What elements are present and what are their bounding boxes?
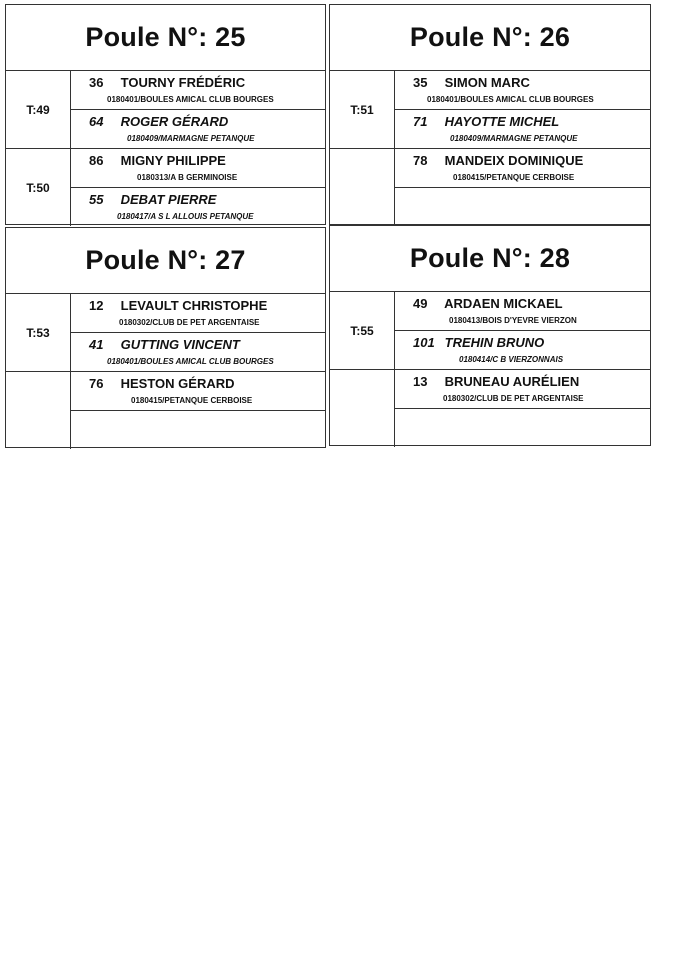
table-number — [6, 372, 71, 449]
player-entry — [71, 372, 325, 411]
player-number: 71 — [413, 114, 428, 129]
player-line — [413, 75, 530, 90]
player-club: 0180413/BOIS D'YEVRE VIERZON — [449, 316, 577, 325]
player-entry-empty — [395, 188, 650, 226]
player-line — [413, 153, 583, 168]
table-number: T:49 — [6, 71, 71, 148]
player-club: 0180409/MARMAGNE PETANQUE — [450, 134, 578, 143]
player-name: HESTON GÉRARD — [120, 376, 235, 391]
table-number — [330, 370, 395, 447]
player-name: MIGNY PHILIPPE — [120, 153, 226, 168]
players-cell — [395, 149, 650, 226]
player-number: 78 — [413, 153, 428, 168]
player-club: 0180415/PETANQUE CERBOISE — [131, 396, 253, 405]
match-row — [330, 71, 650, 149]
poule-title: Poule N°: 27 — [6, 228, 325, 294]
player-name: HAYOTTE MICHEL — [444, 114, 560, 129]
player-club: 0180409/MARMAGNE PETANQUE — [127, 134, 255, 143]
player-name: ARDAEN MICKAEL — [444, 296, 563, 311]
player-entry-empty — [395, 409, 650, 447]
player-name: SIMON MARC — [444, 75, 530, 90]
player-name: GUTTING VINCENT — [120, 337, 240, 352]
match-row — [6, 372, 325, 449]
player-line — [413, 374, 579, 389]
table-number: T:53 — [6, 294, 71, 371]
player-line — [89, 75, 245, 90]
player-entry — [395, 110, 650, 148]
match-row — [330, 292, 650, 370]
players-cell — [395, 71, 650, 148]
players-cell — [71, 149, 325, 226]
match-row — [330, 149, 650, 226]
player-number: 49 — [413, 296, 428, 311]
player-entry — [395, 292, 650, 331]
poule-27-card — [5, 227, 326, 448]
player-entry — [71, 110, 325, 148]
player-line — [89, 415, 117, 430]
poule-26-card — [329, 4, 651, 225]
player-club: 0180414/C B VIERZONNAIS — [459, 355, 564, 364]
player-entry — [71, 333, 325, 371]
player-line — [89, 153, 226, 168]
table-number: T:55 — [330, 292, 395, 369]
poule-title: Poule N°: 28 — [330, 226, 650, 292]
table-number: T:50 — [6, 149, 71, 226]
player-number: 55 — [89, 192, 104, 207]
player-line — [413, 192, 441, 207]
player-number: 12 — [89, 298, 104, 313]
players-cell — [395, 292, 650, 369]
player-number: 41 — [89, 337, 104, 352]
player-number: 64 — [89, 114, 104, 129]
match-row — [330, 370, 650, 447]
player-entry — [71, 294, 325, 333]
player-name: MANDEIX DOMINIQUE — [444, 153, 584, 168]
table-number: T:51 — [330, 71, 395, 148]
player-number: 13 — [413, 374, 428, 389]
player-entry — [71, 188, 325, 226]
player-line — [89, 298, 267, 313]
player-entry — [395, 71, 650, 110]
players-cell — [395, 370, 650, 447]
player-club: 0180313/A B GERMINOISE — [137, 173, 238, 182]
player-entry — [395, 149, 650, 188]
player-line — [89, 114, 228, 129]
player-club: 0180401/BOULES AMICAL CLUB BOURGES — [107, 95, 274, 104]
player-club: 0180417/A S L ALLOUIS PETANQUE — [117, 212, 254, 221]
players-cell — [71, 372, 325, 449]
player-entry — [395, 331, 650, 369]
players-cell — [71, 294, 325, 371]
player-number: 86 — [89, 153, 104, 168]
player-club: 0180302/CLUB DE PET ARGENTAISE — [443, 394, 584, 403]
poule-title: Poule N°: 26 — [330, 5, 650, 71]
player-number: 35 — [413, 75, 428, 90]
player-name: ROGER GÉRARD — [120, 114, 229, 129]
player-line — [413, 335, 544, 350]
player-entry — [395, 370, 650, 409]
poule-28-card — [329, 225, 651, 446]
player-line — [413, 296, 563, 311]
player-name: TOURNY FRÉDÉRIC — [120, 75, 246, 90]
player-club: 0180401/BOULES AMICAL CLUB BOURGES — [107, 357, 274, 366]
player-line — [89, 376, 235, 391]
player-line — [413, 413, 441, 428]
player-name: TREHIN BRUNO — [444, 335, 545, 350]
player-club: 0180302/CLUB DE PET ARGENTAISE — [119, 318, 260, 327]
player-number: 76 — [89, 376, 104, 391]
player-club: 0180415/PETANQUE CERBOISE — [453, 173, 575, 182]
player-entry — [71, 149, 325, 188]
poule-title: Poule N°: 25 — [6, 5, 325, 71]
player-line — [413, 114, 559, 129]
match-row — [6, 294, 325, 372]
player-name: BRUNEAU AURÉLIEN — [444, 374, 580, 389]
player-line — [89, 337, 240, 352]
match-row — [6, 71, 325, 149]
player-line — [89, 192, 216, 207]
player-entry-empty — [71, 411, 325, 449]
player-number: 36 — [89, 75, 104, 90]
player-name: LEVAULT CHRISTOPHE — [120, 298, 268, 313]
poule-25-card — [5, 4, 326, 225]
match-row — [6, 149, 325, 226]
player-club: 0180401/BOULES AMICAL CLUB BOURGES — [427, 95, 594, 104]
player-entry — [71, 71, 325, 110]
player-number: 101 — [413, 335, 435, 350]
table-number — [330, 149, 395, 226]
player-name: DEBAT PIERRE — [120, 192, 217, 207]
players-cell — [71, 71, 325, 148]
